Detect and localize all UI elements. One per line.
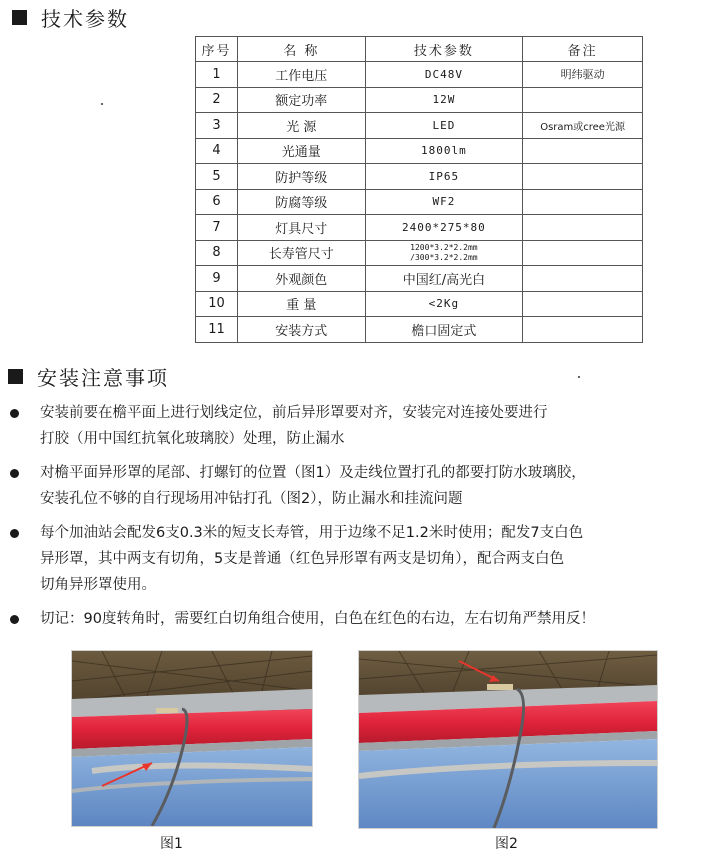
cell-param: [365, 240, 523, 266]
header-note: 备注: [523, 37, 643, 62]
square-bullet-icon: [8, 369, 23, 384]
cell-no: 7: [196, 215, 238, 241]
list-item: [8, 460, 714, 512]
table-row: [196, 189, 643, 215]
note-line: 打胶（用中国红抗氧化玻璃胶）处理，防止漏水: [40, 431, 345, 447]
cell-param: IP65: [365, 164, 523, 190]
table-row: [196, 240, 643, 266]
table-row: [196, 266, 643, 292]
table-row: [196, 62, 643, 88]
square-bullet-icon: [12, 10, 27, 25]
cell-no: 9: [196, 266, 238, 292]
note-line: 每个加油站会配发6支0.3米的短支长寿管，用于边缘不足1.2米时使用；配发7支白色: [40, 525, 584, 541]
cell-no: 6: [196, 189, 238, 215]
cell-no: 3: [196, 113, 238, 139]
cell-note: [523, 317, 643, 343]
cell-param: WF2: [365, 189, 523, 215]
cell-note: [523, 87, 643, 113]
cell-name: 外观颜色: [237, 266, 365, 292]
header-no: 序号: [196, 37, 238, 62]
cell-note: [523, 291, 643, 317]
bullet-icon: [10, 615, 19, 624]
cell-note: [523, 164, 643, 190]
header-param: 技术参数: [365, 37, 523, 62]
tube-size-line: /300*3.2*2.2mm: [410, 252, 478, 262]
table-row: [196, 215, 643, 241]
note-line: 安装孔位不够的自行现场用冲钻打孔（图2），防止漏水和挂流问题: [40, 491, 463, 507]
table-row: [196, 138, 643, 164]
list-item: [8, 606, 714, 632]
stray-dot: [578, 376, 580, 378]
cell-note: 明纬驱动: [523, 62, 643, 88]
cell-no: 10: [196, 291, 238, 317]
cell-no: 1: [196, 62, 238, 88]
table-row: [196, 291, 643, 317]
cell-name: 防腐等级: [237, 189, 365, 215]
note-line: 异形罩，其中两支有切角，5支是普通（红色异形罩有两支是切角），配合两支白色: [40, 551, 564, 567]
cell-name: 安装方式: [237, 317, 365, 343]
cell-no: 4: [196, 138, 238, 164]
photo-figure-2: [358, 650, 658, 829]
cell-name: 光通量: [237, 138, 365, 164]
canopy-photo-1: [72, 651, 312, 826]
figure-2-caption: 图2: [495, 836, 518, 852]
cell-no: 2: [196, 87, 238, 113]
cell-no: 11: [196, 317, 238, 343]
cell-note: [523, 138, 643, 164]
cell-name: 防护等级: [237, 164, 365, 190]
cell-name: 重 量: [237, 291, 365, 317]
table-row: [196, 113, 643, 139]
stray-dot: [101, 103, 103, 105]
cell-param: <2Kg: [365, 291, 523, 317]
note-line: 切记：90度转角时，需要红白切角组合使用，白色在红色的右边，左右切角严禁用反！: [40, 611, 595, 627]
cell-note: [523, 240, 643, 266]
install-notes-list: [8, 400, 714, 640]
figure-1-caption: 图1: [160, 836, 183, 852]
cell-param: LED: [365, 113, 523, 139]
list-item: [8, 400, 714, 452]
cell-name: 光 源: [237, 113, 365, 139]
section-heading-install-notes: [8, 362, 169, 391]
spec-table: [195, 36, 643, 343]
note-line: 切角异形罩使用。: [40, 577, 156, 593]
cell-param: 1800lm: [365, 138, 523, 164]
cell-param: 12W: [365, 87, 523, 113]
photo-figure-1: [71, 650, 313, 827]
header-name: 名 称: [237, 37, 365, 62]
note-line: 对檐平面异形罩的尾部、打螺钉的位置（图1）及走线位置打孔的都要打防水玻璃胶，: [40, 465, 586, 481]
cell-note: [523, 189, 643, 215]
cell-param: DC48V: [365, 62, 523, 88]
note-line: 安装前要在檐平面上进行划线定位，前后异形罩要对齐，安装完对连接处要进行: [40, 405, 548, 421]
cell-note: [523, 266, 643, 292]
cell-name: 工作电压: [237, 62, 365, 88]
cell-note: [523, 215, 643, 241]
cell-name: 长寿管尺寸: [237, 240, 365, 266]
section-title: 技术参数: [41, 7, 129, 31]
table-row: [196, 317, 643, 343]
table-row: [196, 87, 643, 113]
section-heading-specs: [12, 3, 129, 32]
table-header-row: [196, 37, 643, 62]
cell-param: 2400*275*80: [365, 215, 523, 241]
tube-size-line: 1200*3.2*2.2mm: [410, 242, 478, 252]
cell-note: Osram或cree光源: [523, 113, 643, 139]
cell-param: 中国红/高光白: [365, 266, 523, 292]
bullet-icon: [10, 469, 19, 478]
list-item: [8, 520, 714, 598]
canopy-photo-2: [359, 651, 657, 828]
bullet-icon: [10, 409, 19, 418]
cell-no: 5: [196, 164, 238, 190]
section-title: 安装注意事项: [37, 366, 169, 390]
cell-no: 8: [196, 240, 238, 266]
cell-param: 檐口固定式: [365, 317, 523, 343]
cell-name: 额定功率: [237, 87, 365, 113]
bullet-icon: [10, 529, 19, 538]
cell-name: 灯具尺寸: [237, 215, 365, 241]
table-row: [196, 164, 643, 190]
